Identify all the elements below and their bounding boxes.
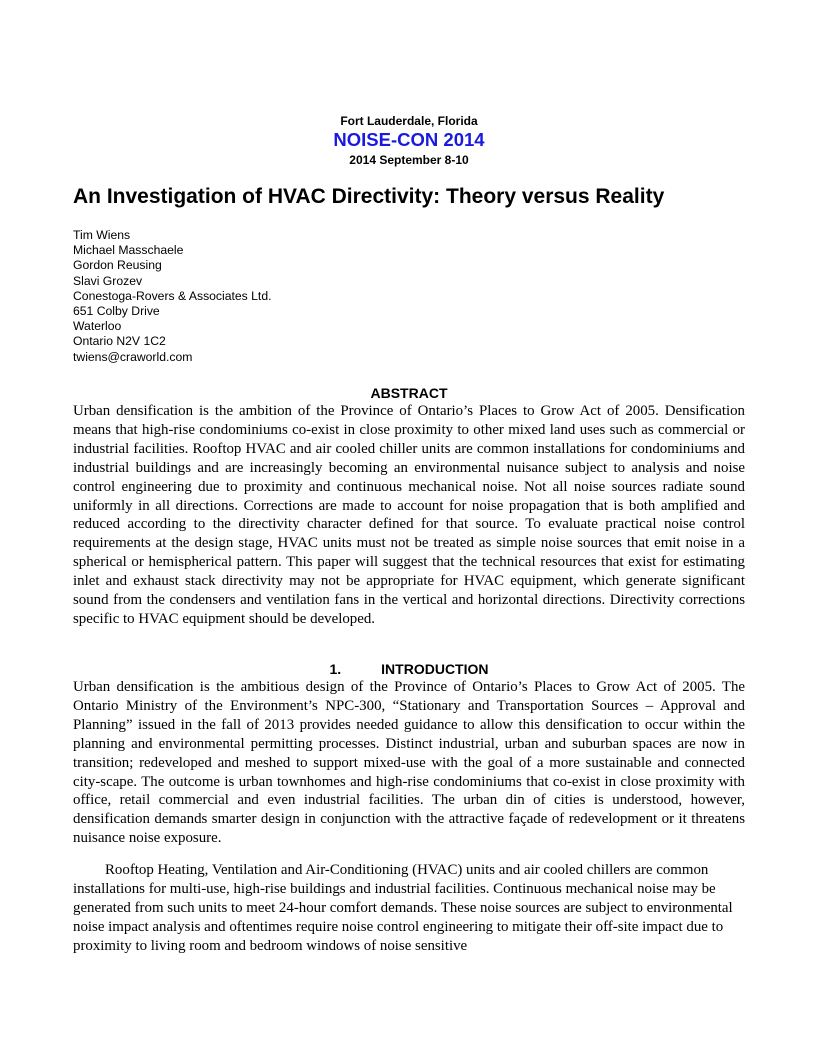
introduction-heading bbox=[73, 661, 745, 677]
section-title: INTRODUCTION bbox=[381, 661, 489, 677]
author-name: Tim Wiens bbox=[73, 228, 131, 242]
author-name: Slavi Grozev bbox=[73, 273, 143, 288]
conference-location: Fort Lauderdale, Florida bbox=[340, 114, 478, 128]
author-address-province: Ontario N2V 1C2 bbox=[73, 334, 166, 349]
author-address-city: Waterloo bbox=[73, 319, 122, 334]
author-email[interactable]: twiens@craworld.com bbox=[73, 349, 193, 364]
author-block bbox=[73, 228, 272, 365]
conference-dates: 2014 September 8-10 bbox=[349, 153, 469, 167]
conference-name: NOISE-CON 2014 bbox=[333, 129, 485, 150]
paper-title: An Investigation of HVAC Directivity: Theory versus Reality bbox=[73, 185, 665, 208]
section-number: 1. bbox=[329, 661, 342, 677]
introduction-paragraph: Rooftop Heating, Ventilation and Air-Conditioning (HVAC) units and air cooled chillers are common installations for multi-use, high-rise buildings and industrial facilities. Continuous mechanical noise may be generated from such units to meet 24-hour comfort demands. These noise sources are subject to environmental noise impact analysis and oftentimes require noise control engineering to mitigate their off-site impact due to proximity to living room and bedroom windows of noise sensitive bbox=[73, 862, 733, 954]
introduction-paragraph: Urban densification is the ambitious design of the Province of Ontario’s Places to Grow Act of 2005. The Ontario Ministry of the Environment’s NPC-300, “Stationary and Transportation Sources – Approval and Planning” issued in the fall of 2013 provides needed guidance to allow this densification to occur within the planning and environmental permitting processes. Distinct industrial, urban and suburban spaces are now in transition; redeveloped and meshed to support mixed-use with the goal of a more sustainable and connected city-scape. The outcome is urban townhomes and high-rise condominiums that co-exist in close proximity with office, retail commercial and even industrial facilities. The urban din of cities is understood, however, densification demands smarter design in conjunction with the attractive façade of redevelopment or it threatens nuisance noise exposure. bbox=[73, 679, 745, 847]
abstract-text: Urban densification is the ambition of the Province of Ontario’s Places to Grow Act of 2005. Densification means that high-rise condominiums co-exist in close proximity to other mixed land uses such as commercial or industrial facilities. Rooftop HVAC and air cooled chiller units are common installations for condominiums and industrial buildings and are increasingly becoming an environmental nuisance subject to analysis and noise control engineering due to proximity and continuous mechanical noise. Not all noise sources radiate sound uniformly in all directions. Corrections are made to account for noise propagation that is both amplified and reduced according to the directivity character defined for that source. To evaluate practical noise control requirements at the design stage, HVAC units must not be treated as simple noise sources that emit noise in a spherical or hemispherical pattern. This paper will suggest that the technical resources that exist for estimating inlet and exhaust stack directivity may not be appropriate for HVAC equipment, which generate significant sound from the condensers and ventilation fans in the vertical and horizontal directions. Directivity corrections specific to HVAC equipment should be developed. bbox=[73, 403, 745, 627]
author-affiliation: Conestoga-Rovers & Associates Ltd. bbox=[73, 288, 272, 303]
author-address-street: 651 Colby Drive bbox=[73, 304, 160, 319]
author-name: Michael Masschaele bbox=[73, 243, 184, 258]
author-name: Gordon Reusing bbox=[73, 258, 162, 273]
abstract-heading: ABSTRACT bbox=[370, 385, 448, 401]
